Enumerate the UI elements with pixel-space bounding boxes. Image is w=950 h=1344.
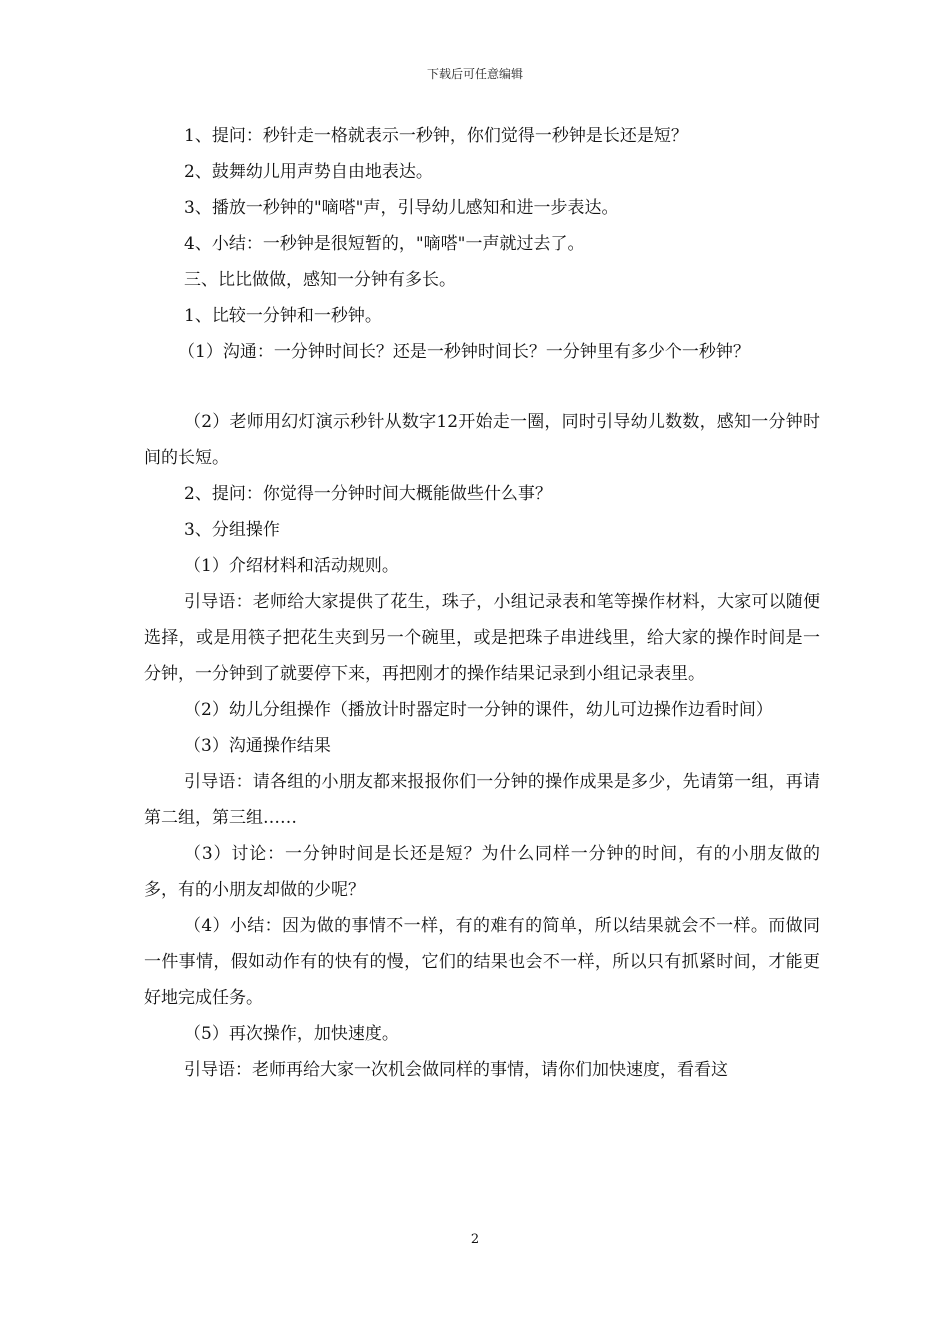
paragraph: 引导语：老师给大家提供了花生，珠子，小组记录表和笔等操作材料，大家可以随便选择，或是用筷子把花生夹到另一个碗里，或是把珠子串进线里，给大家的操作时间是一分钟，一分钟到了就要停下来，再把刚才的操作结果记录到小组记录表里。: [144, 592, 820, 684]
paragraph: 3、播放一秒钟的"嘀嗒"声，引导幼儿感知和进一步表达。: [184, 198, 619, 218]
paragraph: 1、提问：秒针走一格就表示一秒钟，你们觉得一秒钟是长还是短？: [184, 126, 688, 146]
paragraph: （4）小结：因为做的事情不一样，有的难有的简单，所以结果就会不一样。而做同一件事情，假如动作有的快有的慢，它们的结果也会不一样，所以只有抓紧时间，才能更好地完成任务。: [144, 916, 820, 1008]
paragraph: 3、分组操作: [184, 520, 280, 540]
section-heading: 三、比比做做，感知一分钟有多长。: [184, 270, 456, 290]
paragraph: （3）讨论：一分钟时间是长还是短？为什么同样一分钟的时间，有的小朋友做的多，有的小朋友却做的少呢？: [144, 844, 820, 900]
blank-line: [144, 370, 820, 404]
paragraph: 4、小结：一秒钟是很短暂的，"嘀嗒"一声就过去了。: [184, 234, 585, 254]
paragraph: （2）幼儿分组操作（播放计时器定时一分钟的课件，幼儿可边操作边看时间）: [184, 700, 773, 720]
paragraph: 2、提问：你觉得一分钟时间大概能做些什么事？: [184, 484, 552, 504]
paragraph: 引导语：老师再给大家一次机会做同样的事情，请你们加快速度，看看这: [184, 1060, 728, 1080]
page-number: 2: [470, 1232, 480, 1247]
paragraph: 2、鼓舞幼儿用声势自由地表达。: [184, 162, 433, 182]
paragraph: 引导语：请各组的小朋友都来报报你们一分钟的操作成果是多少，先请第一组，再请第二组，第三组……: [144, 772, 820, 828]
document-body: [144, 118, 820, 1088]
paragraph: （2）老师用幻灯演示秒针从数字12开始走一圈，同时引导幼儿数数，感知一分钟时间的长短。: [144, 412, 820, 468]
page-header: 下载后可任意编辑: [426, 67, 523, 81]
paragraph: （5）再次操作，加快速度。: [184, 1024, 399, 1044]
paragraph: 1、比较一分钟和一秒钟。: [184, 306, 382, 326]
paragraph: （1）沟通：一分钟时间长？还是一秒钟时间长？一分钟里有多少个一秒钟？: [178, 342, 750, 362]
paragraph: （1）介绍材料和活动规则。: [184, 556, 399, 576]
paragraph: （3）沟通操作结果: [184, 736, 331, 756]
